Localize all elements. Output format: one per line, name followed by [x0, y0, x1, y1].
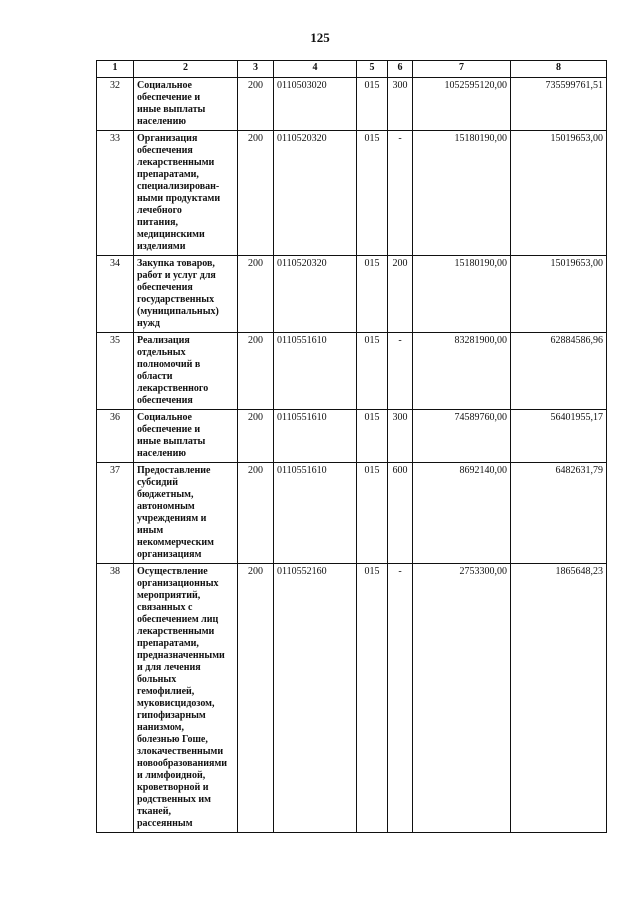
row-col-3: 200: [238, 256, 274, 333]
table-row: [97, 564, 607, 833]
row-col-4: 0110551610: [274, 463, 357, 564]
row-number: 36: [97, 410, 134, 463]
row-name: Предоставление субсидий бюджетным, автономным учреждениям и иным некоммерческим организациям: [134, 463, 238, 564]
row-col-5: 015: [357, 131, 388, 256]
row-number: 38: [97, 564, 134, 833]
row-col-7: 8692140,00: [413, 463, 511, 564]
row-col-7: 83281900,00: [413, 333, 511, 410]
row-col-4: 0110551610: [274, 410, 357, 463]
row-col-7: 74589760,00: [413, 410, 511, 463]
row-col-4: 0110551610: [274, 333, 357, 410]
row-col-3: 200: [238, 564, 274, 833]
row-name: Осуществление организационных мероприятий, связанных с обеспечением лиц лекарственными препаратами, предназначенными и для лечения больных гемофилией, муковисцидозом, гипофизарным нанизмом, болезнью Гоше, злокачественными новообразованиями и лимфоидной, кроветворной и родственных им тканей, рассеянным: [134, 564, 238, 833]
table-row: [97, 333, 607, 410]
row-number: 32: [97, 78, 134, 131]
header-col-2: 2: [134, 61, 238, 78]
row-col-7: 15180190,00: [413, 256, 511, 333]
row-col-8: 15019653,00: [511, 131, 607, 256]
row-col-3: 200: [238, 78, 274, 131]
row-col-7: 15180190,00: [413, 131, 511, 256]
row-col-3: 200: [238, 410, 274, 463]
row-col-3: 200: [238, 131, 274, 256]
row-col-6: -: [388, 564, 413, 833]
row-col-5: 015: [357, 333, 388, 410]
row-col-6: -: [388, 333, 413, 410]
row-col-5: 015: [357, 564, 388, 833]
row-name: Социальное обеспечение и иные выплаты населению: [134, 78, 238, 131]
row-col-7: 2753300,00: [413, 564, 511, 833]
row-name: Социальное обеспечение и иные выплаты населению: [134, 410, 238, 463]
row-name: Закупка товаров, работ и услуг для обеспечения государственных (муниципальных) нужд: [134, 256, 238, 333]
row-col-5: 015: [357, 256, 388, 333]
table-row: [97, 256, 607, 333]
table-row: [97, 463, 607, 564]
row-col-4: 0110503020: [274, 78, 357, 131]
row-col-4: 0110552160: [274, 564, 357, 833]
row-number: 33: [97, 131, 134, 256]
header-col-1: 1: [97, 61, 134, 78]
header-col-6: 6: [388, 61, 413, 78]
header-col-5: 5: [357, 61, 388, 78]
header-col-8: 8: [511, 61, 607, 78]
row-col-4: 0110520320: [274, 256, 357, 333]
row-col-7: 1052595120,00: [413, 78, 511, 131]
header-row: [97, 61, 607, 78]
row-col-5: 015: [357, 410, 388, 463]
header-col-3: 3: [238, 61, 274, 78]
table-row: [97, 410, 607, 463]
row-col-8: 56401955,17: [511, 410, 607, 463]
row-col-4: 0110520320: [274, 131, 357, 256]
row-col-3: 200: [238, 333, 274, 410]
row-col-6: -: [388, 131, 413, 256]
row-name: Организация обеспечения лекарственными препаратами, специализирован- ными продуктами лечебного питания, медицинскими изделиями: [134, 131, 238, 256]
row-col-6: 300: [388, 78, 413, 131]
row-col-3: 200: [238, 463, 274, 564]
row-col-6: 300: [388, 410, 413, 463]
row-number: 34: [97, 256, 134, 333]
row-col-6: 200: [388, 256, 413, 333]
row-col-5: 015: [357, 78, 388, 131]
table-row: [97, 78, 607, 131]
row-col-8: 735599761,51: [511, 78, 607, 131]
page-number: 125: [310, 30, 330, 45]
table-row: [97, 131, 607, 256]
row-col-5: 015: [357, 463, 388, 564]
row-col-6: 600: [388, 463, 413, 564]
row-col-8: 15019653,00: [511, 256, 607, 333]
row-number: 37: [97, 463, 134, 564]
row-number: 35: [97, 333, 134, 410]
row-col-8: 6482631,79: [511, 463, 607, 564]
row-col-8: 1865648,23: [511, 564, 607, 833]
budget-table: [96, 60, 607, 833]
row-name: Реализация отдельных полномочий в области лекарственного обеспечения: [134, 333, 238, 410]
row-col-8: 62884586,96: [511, 333, 607, 410]
header-col-4: 4: [274, 61, 357, 78]
header-col-7: 7: [413, 61, 511, 78]
